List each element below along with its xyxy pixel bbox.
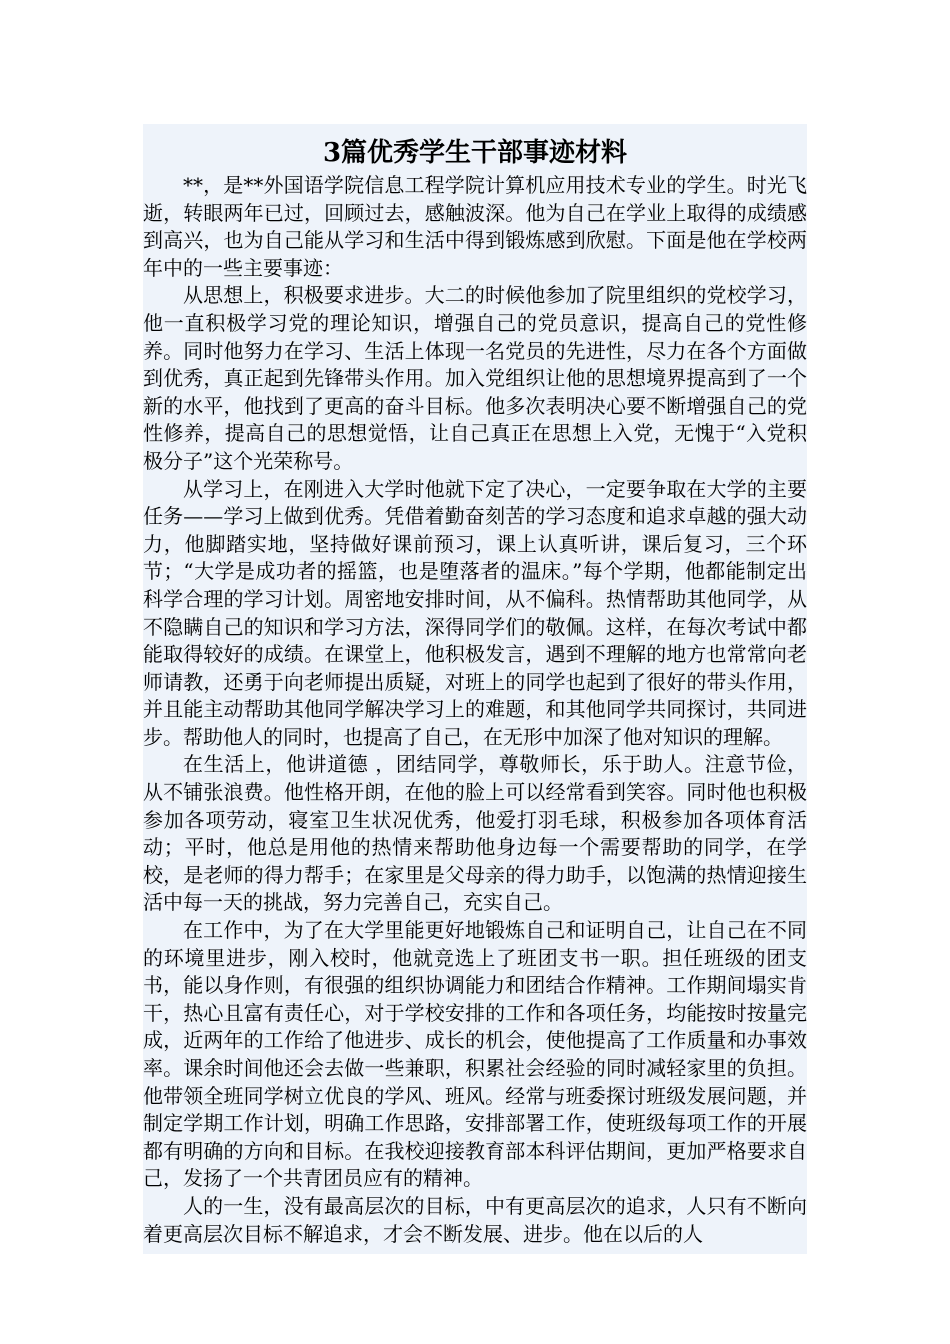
paragraph-life: 在生活上，他讲道德 ，团结同学，尊敬师长，乐于助人。注意节俭，从不铺张浪费。他性格开朗，在他的脸上可以经常看到笑容。同时他也积极参加各项劳动，寝室卫生状况优秀，他爱打羽毛球，积极参加各项体育活动；平时，他总是用他的热情来帮助他身边每一个需要帮助的同学，在学校，是老师的得力帮手；在家里是父母亲的得力助手，以饱满的热情迎接生活中每一天的挑战，努力完善自己，充实自己。 [143,752,807,915]
paragraph-conclusion: 人的一生，没有最高层次的目标，中有更高层次的追求，人只有不断向着更高层次目标不解追求，才会不断发展、进步。他在以后的人 [143,1193,807,1246]
paragraph-thought: 从思想上，积极要求进步。大二的时候他参加了院里组织的党校学习，他一直积极学习党的理论知识，增强自己的党员意识，提高自己的党性修养。同时他努力在学习、生活上体现一名党员的先进性，尽力在各个方面做到优秀，真正起到先锋带头作用。加入党组织让他的思想境界提高到了一个新的水平，他找到了更高的奋斗目标。他多次表明决心要不断增强自己的党性修养，提高自己的思想觉悟，让自己真正在思想上入党，无愧于“入党积极分子”这个光荣称号。 [143,283,807,473]
document-title: 3篇优秀学生干部事迹材料 [322,138,628,168]
paragraph-intro: **，是**外国语学院信息工程学院计算机应用技术专业的学生。时光飞逝，转眼两年已过，回顾过去，感触波深。他为自己在学业上取得的成绩感到高兴，也为自己能从学习和生活中得到锻炼感到欣慰。下面是他在学校两年中的一些主要事迹： [143,173,807,280]
paragraph-study: 从学习上，在刚进入大学时他就下定了决心，一定要争取在大学的主要任务——学习上做到优秀。凭借着勤奋刻苦的学习态度和追求卓越的强大动力，他脚踏实地，坚持做好课前预习，课上认真听讲，课后复习，三个环节；“大学是成功者的摇篮，也是堕落者的温床。”每个学期，他都能制定出科学合理的学习计划。周密地安排时间，从不偏科。热情帮助其他同学，从不隐瞒自己的知识和学习方法，深得同学们的敬佩。这样，在每次考试中都能取得较好的成绩。在课堂上，他积极发言，遇到不理解的地方也常常向老师请教，还勇于向老师提出质疑，对班上的同学也起到了很好的带头作用，并且能主动帮助其他同学解决学习上的难题，和其他同学共同探讨，共同进步。帮助他人的同时，也提高了自己，在无形中加深了他对知识的理解。 [143,476,807,749]
document-body [143,124,807,1254]
paragraph-work: 在工作中，为了在大学里能更好地锻炼自己和证明自己，让自己在不同的环境里进步，刚入校时，他就竞选上了班团支书一职。担任班级的团支书，能以身作则，有很强的组织协调能力和团结合作精神。工作期间塌实肯干，热心且富有责任心，对于学校安排的工作和各项任务，均能按时按量完成，近两年的工作给了他进步、成长的机会，使他提高了工作质量和办事效率。课余时间他还会去做一些兼职，积累社会经验的同时减轻家里的负担。他带领全班同学树立优良的学风、班风。经常与班委探讨班级发展问题，并制定学期工作计划，明确工作思路，安排部署工作，使班级每项工作的开展都有明确的方向和目标。在我校迎接教育部本科评估期间，更加严格要求自己，发扬了一个共青团员应有的精神。 [143,918,807,1191]
